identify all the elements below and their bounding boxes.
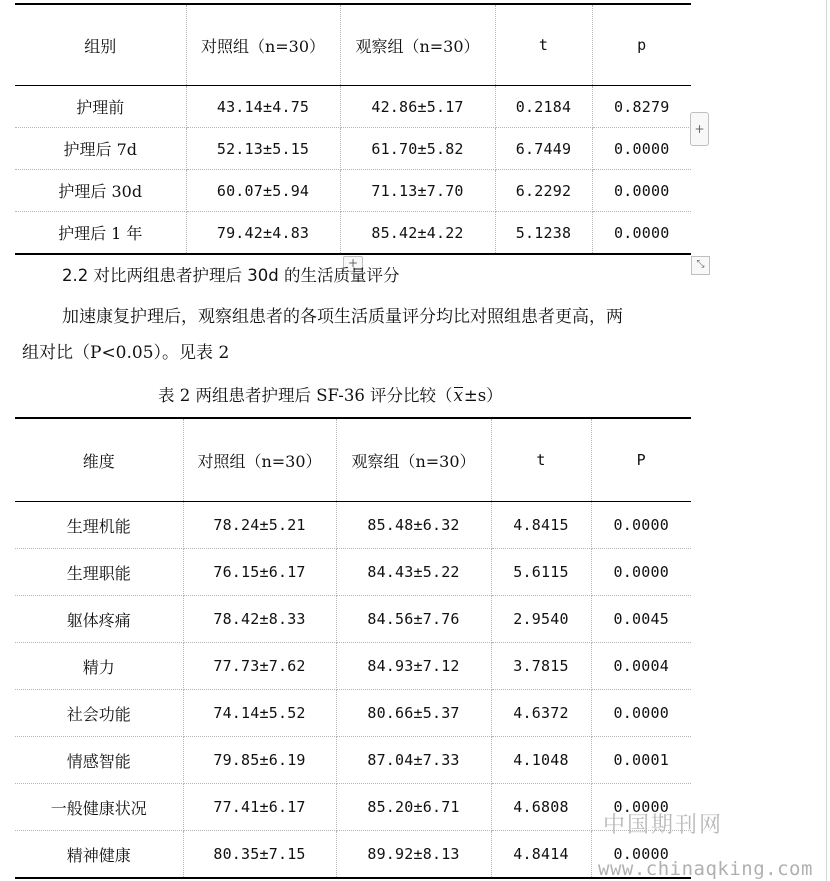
- cell-p: 0.0004: [591, 643, 691, 690]
- cell-control: 78.42±8.33: [183, 596, 336, 643]
- table-1: [15, 3, 691, 255]
- caption-prefix: 表 2 两组患者护理后 SF-36 评分比较（: [158, 386, 453, 405]
- cell-label: 精神健康: [15, 831, 183, 879]
- cell-control: 76.15±6.17: [183, 549, 336, 596]
- table-2-caption: [158, 382, 503, 406]
- cell-p: 0.0000: [591, 549, 691, 596]
- cell-p: 0.0000: [591, 502, 691, 549]
- cell-label: 生理机能: [15, 502, 183, 549]
- header-control: 对照组（n=30）: [183, 418, 336, 502]
- cell-control: 80.35±7.15: [183, 831, 336, 879]
- header-observation: 观察组（n=30）: [340, 4, 495, 86]
- add-row-button[interactable]: +: [690, 112, 709, 146]
- cell-observation: 71.13±7.70: [340, 170, 495, 212]
- table-row: [15, 831, 691, 879]
- cell-control: 43.14±4.75: [186, 86, 340, 128]
- table-1-header-row: [15, 4, 691, 86]
- header-p: P: [591, 418, 691, 502]
- cell-observation: 84.56±7.76: [336, 596, 491, 643]
- watermark-url: www.chinaqking.com: [598, 858, 813, 880]
- cell-observation: 84.43±5.22: [336, 549, 491, 596]
- table-row: [15, 212, 691, 255]
- cell-observation: 61.70±5.82: [340, 128, 495, 170]
- cell-control: 77.73±7.62: [183, 643, 336, 690]
- cell-observation: 80.66±5.37: [336, 690, 491, 737]
- cell-label: 护理后 30d: [15, 170, 186, 212]
- cell-observation: 42.86±5.17: [340, 86, 495, 128]
- cell-t: 4.6808: [491, 784, 591, 831]
- cell-t: 5.1238: [495, 212, 592, 255]
- cell-label: 生理职能: [15, 549, 183, 596]
- table-row: [15, 690, 691, 737]
- add-column-button[interactable]: +: [343, 256, 363, 272]
- section-heading: 2.2 对比两组患者护理后 30d 的生活质量评分: [62, 266, 400, 285]
- caption-suffix: ±s）: [463, 386, 503, 405]
- cell-p: 0.0000: [592, 212, 691, 255]
- cell-control: 78.24±5.21: [183, 502, 336, 549]
- cell-observation: 85.20±6.71: [336, 784, 491, 831]
- paragraph-line-2: 组对比（P<0.05）。见表 2: [22, 343, 230, 363]
- table-row: [15, 596, 691, 643]
- cell-observation: 89.92±8.13: [336, 831, 491, 879]
- table-row: [15, 502, 691, 549]
- cell-p: 0.0045: [591, 596, 691, 643]
- cell-label: 护理后 7d: [15, 128, 186, 170]
- cell-t: 6.2292: [495, 170, 592, 212]
- cell-p: 0.0000: [592, 170, 691, 212]
- header-control: 对照组（n=30）: [186, 4, 340, 86]
- cell-observation: 85.42±4.22: [340, 212, 495, 255]
- header-p: p: [592, 4, 691, 86]
- cell-t: 3.7815: [491, 643, 591, 690]
- cell-observation: 84.93±7.12: [336, 643, 491, 690]
- table-row: [15, 643, 691, 690]
- header-t: t: [491, 418, 591, 502]
- cell-control: 79.85±6.19: [183, 737, 336, 784]
- header-group: 组别: [15, 4, 186, 86]
- caption-mean-symbol: x: [453, 386, 463, 405]
- cell-t: 4.8415: [491, 502, 591, 549]
- table-row: [15, 128, 691, 170]
- cell-label: 一般健康状况: [15, 784, 183, 831]
- cell-label: 躯体疼痛: [15, 596, 183, 643]
- table-row: [15, 86, 691, 128]
- cell-t: 4.1048: [491, 737, 591, 784]
- table-row: [15, 549, 691, 596]
- cell-p: 0.0000: [591, 784, 691, 831]
- page-right-border: [826, 0, 827, 881]
- table-2: [15, 417, 691, 879]
- cell-p: 0.0000: [591, 690, 691, 737]
- cell-t: 0.2184: [495, 86, 592, 128]
- header-dimension: 维度: [15, 418, 183, 502]
- cell-t: 6.7449: [495, 128, 592, 170]
- table-2-header-row: [15, 418, 691, 502]
- table-row: [15, 170, 691, 212]
- table-resize-handle[interactable]: ⤡: [691, 256, 710, 275]
- cell-t: 4.8414: [491, 831, 591, 879]
- table-row: [15, 737, 691, 784]
- cell-label: 社会功能: [15, 690, 183, 737]
- cell-p: 0.0000: [591, 831, 691, 879]
- cell-control: 77.41±6.17: [183, 784, 336, 831]
- table-row: [15, 784, 691, 831]
- cell-p: 0.0001: [591, 737, 691, 784]
- watermark-site-name: 中国期刊网: [603, 813, 724, 838]
- cell-t: 2.9540: [491, 596, 591, 643]
- cell-control: 60.07±5.94: [186, 170, 340, 212]
- cell-p: 0.8279: [592, 86, 691, 128]
- cell-observation: 87.04±7.33: [336, 737, 491, 784]
- cell-control: 52.13±5.15: [186, 128, 340, 170]
- cell-label: 护理后 1 年: [15, 212, 186, 255]
- cell-label: 情感智能: [15, 737, 183, 784]
- header-t: t: [495, 4, 592, 86]
- cell-control: 74.14±5.52: [183, 690, 336, 737]
- header-observation: 观察组（n=30）: [336, 418, 491, 502]
- cell-t: 5.6115: [491, 549, 591, 596]
- cell-label: 护理前: [15, 86, 186, 128]
- cell-label: 精力: [15, 643, 183, 690]
- paragraph-line-1: 加速康复护理后，观察组患者的各项生活质量评分均比对照组患者更高，两: [62, 307, 623, 327]
- cell-control: 79.42±4.83: [186, 212, 340, 255]
- cell-observation: 85.48±6.32: [336, 502, 491, 549]
- cell-p: 0.0000: [592, 128, 691, 170]
- cell-t: 4.6372: [491, 690, 591, 737]
